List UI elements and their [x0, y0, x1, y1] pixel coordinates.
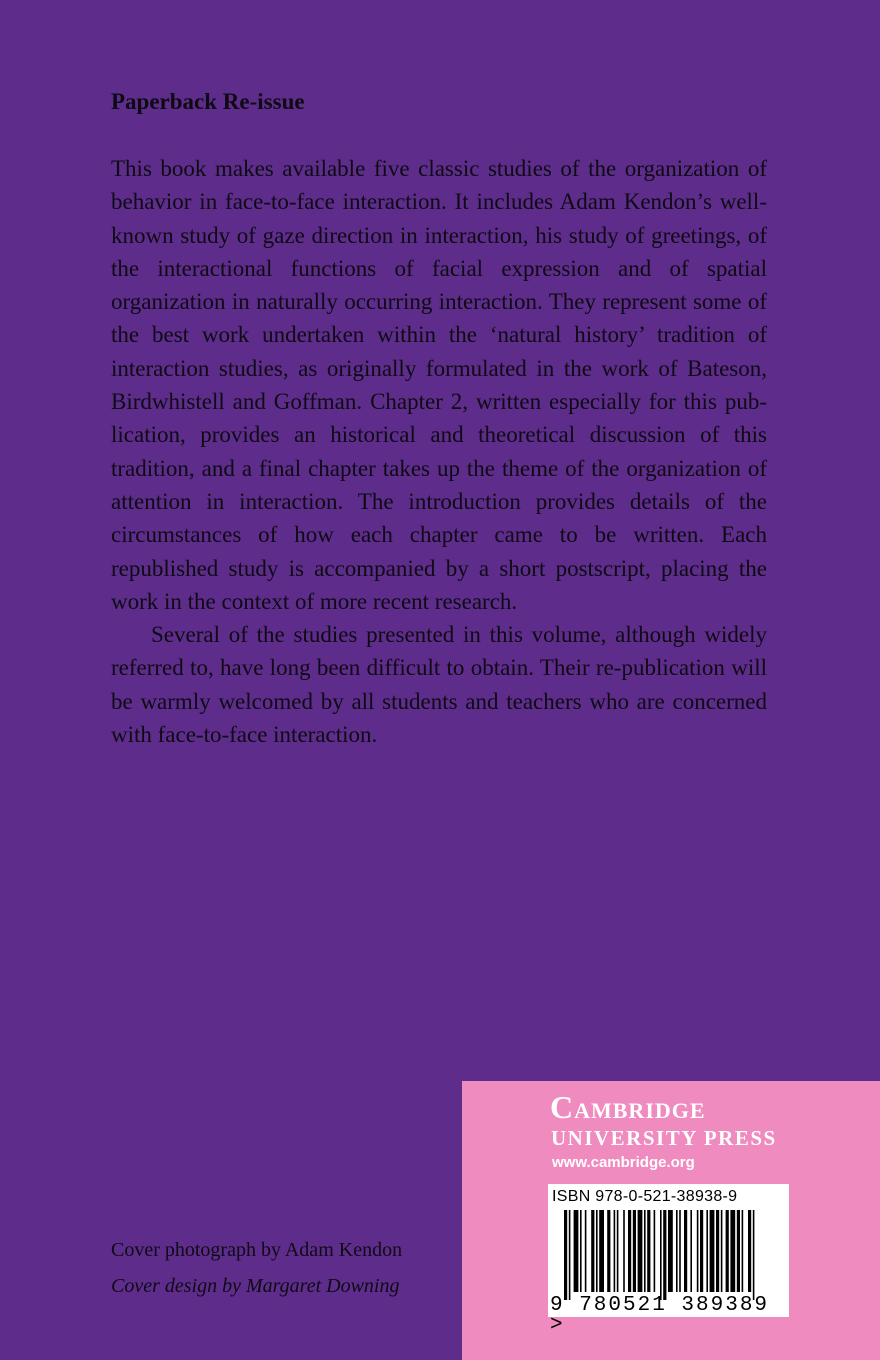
cover-credits: [111, 1236, 402, 1300]
publisher-panel: [462, 1081, 880, 1360]
publisher-press: UNIVERSITY PRESS: [551, 1126, 777, 1150]
description-paragraph-1: This book makes available five classic studies of the organization of behavior in face-to-face interaction. It includes Adam Kendon’s well-known study of gaze direction in interaction, his study of greetings, of the interactional functions of facial expression and of spatial organization in naturally occurring interaction. They represent some of the best work undertaken within the ‘natural history’ tradition of interaction studies, as originally formulated in the work of Bateson, Birdwhistell and Goffman. Chapter 2, written especially for this publication, provides an historical and theoretical discussion of this tradition, and a final chapter takes up the theme of the organization of attention in interaction. The introduction provides details of the circumstances of how each chapter came to be written. Each republished study is accompanied by a short postscript, placing the work in the context of more recent research.: [111, 156, 767, 614]
photo-credit: Cover photograph by Adam Kendon: [111, 1239, 403, 1261]
barcode-label: [548, 1184, 789, 1337]
description-paragraph-2: Several of the studies presented in this volume, although widely referred to, have long been difficult to obtain. Their re-publication will be warmly welcomed by all students and teachers who are concerned with face-to-face interaction.: [111, 622, 767, 748]
isbn-text: ISBN 978-0-521-38938-9: [552, 1188, 738, 1205]
barcode-digits: 9 780521 389389 >: [550, 1294, 770, 1337]
design-credit: Cover design by Margaret Downing: [111, 1275, 400, 1297]
publisher-url: www.cambridge.org: [552, 1154, 695, 1171]
back-cover-heading: Paperback Re-issue: [111, 89, 305, 114]
book-description: [111, 152, 767, 751]
publisher-name: Cambridge: [550, 1089, 706, 1125]
